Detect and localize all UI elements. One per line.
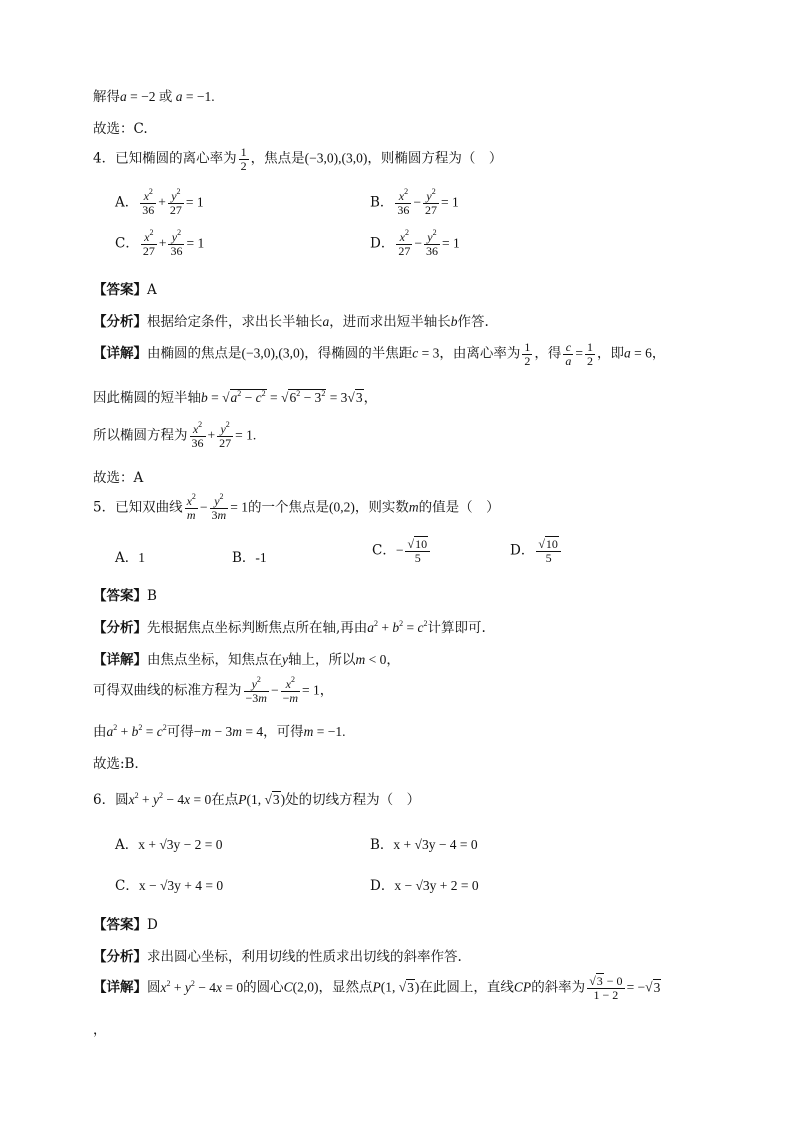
q5-option-b[interactable]	[232, 546, 267, 566]
q4-detail-line3: 所以椭圆方程为 $\frac{x^2}{36}$ + $\frac{y^2}{27}$ = 1.	[93, 420, 257, 450]
option-text: x − √3y + 4 = 0	[138, 878, 224, 893]
q4-answer	[93, 278, 157, 298]
option-letter: C．	[115, 878, 139, 894]
option-letter: B．	[232, 550, 256, 566]
analysis-text2: 计算即可.	[427, 620, 486, 636]
detail-line3-text: 所以椭圆方程为	[93, 427, 188, 444]
q6-stem-text2: 在点	[211, 792, 239, 808]
q6-detail: 【详解】圆$x^2 + y^2 - 4x = 0$的圆心C(2,0)，显然点P(1, √3)在此圆上，直线CP的斜率为 $\frac{√3 - 0}{1 - 2}$ = −√3	[93, 974, 661, 1002]
q6-analysis	[93, 945, 462, 965]
analysis-text3: 作答.	[457, 314, 489, 330]
denom: 36	[397, 202, 410, 217]
detail-text: 由椭圆的焦点是	[147, 345, 242, 362]
option-letter: A．	[115, 194, 139, 211]
detail-text4: ，得	[534, 345, 562, 362]
op: −	[414, 235, 422, 251]
answer-value: B	[147, 588, 157, 604]
detail-text: 圆	[147, 979, 161, 996]
foci-ref: (−3,0),(3,0)	[241, 345, 305, 361]
q5-analysis: 【分析】先根据焦点坐标判断焦点所在轴,再由$a^2 + b^2 = c^2$计算即可.	[93, 619, 486, 636]
q6-answer	[93, 913, 158, 933]
q6-stem-text: 6．圆	[93, 792, 129, 808]
detail-text3: ，由离心率为	[439, 345, 521, 362]
option-letter: D．	[370, 878, 395, 894]
option-text: x + √3y − 2 = 0	[138, 837, 223, 852]
q5-option-a[interactable]	[115, 546, 145, 566]
option-letter: A．	[115, 837, 139, 853]
q4-analysis: 【分析】根据给定条件，求出长半轴长a，进而求出短半轴长b作答.	[93, 314, 489, 330]
answer-tag: 【答案】	[93, 282, 147, 298]
solve-text: 解得	[93, 89, 120, 105]
detail-tag: 【详解】	[93, 345, 147, 362]
option-letter: D．	[510, 542, 535, 559]
option-text: x + √3y − 4 = 0	[393, 837, 478, 852]
denom: 36	[142, 202, 155, 217]
option-letter: C．	[115, 235, 139, 252]
q6-stem-text3: 处的切线方程为（ ）	[285, 792, 421, 808]
q5-detail-line3: 由$a^2 + b^2 = c^2$可得−m − 3m = 4，可得m = −1.	[93, 723, 346, 740]
detail-line2-text: 因此椭圆的短半轴	[93, 390, 201, 406]
analysis-text: 求出圆心坐标，利用切线的性质求出切线的斜率作答.	[147, 949, 462, 965]
analysis-tag: 【分析】	[93, 949, 147, 965]
or-text: 或	[158, 89, 173, 105]
q4-detail: 【详解】由椭圆的焦点是(−3,0),(3,0)，得椭圆的半焦距c = 3，由离心率为 $\frac{1}{2}$ ，得 $\frac{c}{a}$ = $\frac{1}{2}$ ，即a = 6，	[93, 340, 666, 368]
q4-final: 故选：A	[93, 470, 144, 486]
detail-line3-text: 由	[93, 724, 107, 740]
q5-stem-text: 5．已知双曲线	[93, 499, 183, 516]
analysis-tag: 【分析】	[93, 620, 147, 636]
detail-line2-text: 可得双曲线的标准方程为	[93, 682, 242, 699]
q6-option-d[interactable]	[370, 874, 479, 894]
analysis-tag: 【分析】	[93, 314, 147, 330]
q6-option-c[interactable]	[115, 874, 223, 894]
denom: 36	[170, 243, 183, 258]
option-letter: A．	[115, 550, 139, 566]
denom: 27	[142, 243, 155, 258]
option-text: 1	[138, 550, 145, 565]
option-letter: B．	[370, 837, 394, 853]
q6-trailing-comma: ，	[93, 1022, 107, 1038]
q4-option-a[interactable]: A． $\frac{x^2}{36}$ + $\frac{y^2}{27}$ = 1	[115, 187, 204, 217]
detail-text5: ，即	[596, 345, 624, 362]
q4-foci: (−3,0),(3,0)	[304, 150, 368, 166]
q6-stem: 6．圆$x^2 + y^2 - 4x = 0$在点P(1, √3)处的切线方程为（ ）	[93, 791, 421, 808]
detail-text2: 轴上，所以	[288, 652, 356, 668]
q6-option-b[interactable]	[370, 833, 478, 853]
answer-tag: 【答案】	[93, 588, 147, 604]
detail-text5: 的斜率为	[531, 979, 586, 996]
answer-tag: 【答案】	[93, 917, 147, 933]
q5-stem-text4: 的值是（ ）	[418, 499, 500, 516]
q5-stem: 5．已知双曲线 $\frac{x^2}{m}$ − $\frac{y^2}{3m}$ = 1的一个焦点是(0,2)，则实数m的值是（ ）	[93, 492, 500, 522]
q5-option-c[interactable]: C．− $\frac{√10}{5}$	[372, 538, 432, 564]
q4-stem: 4．已知椭圆的离心率为 $\frac{1}{2}$ ，焦点是(−3,0),(3,0)，则椭圆方程为（ ）	[93, 145, 503, 173]
q5-stem-text2: 的一个焦点是	[247, 499, 329, 516]
option-letter: D．	[370, 235, 395, 252]
q5-final: 故选:B．	[93, 756, 148, 772]
detail-text: 由焦点坐标，知焦点在	[147, 652, 282, 668]
answer-value: A	[147, 282, 157, 298]
option-text: -1	[255, 550, 267, 565]
detail-text2: ，得椭圆的半焦距	[304, 345, 413, 362]
denom: 36	[425, 243, 438, 258]
option-text: −	[395, 542, 404, 558]
option-text: x − √3y + 2 = 0	[394, 878, 479, 893]
detail-text3: ，显然点	[318, 979, 373, 996]
denom: 27	[169, 202, 182, 217]
q4-option-d[interactable]: D． $\frac{x^2}{27}$ − $\frac{y^2}{36}$ = 1	[370, 228, 460, 258]
analysis-text: 先根据焦点坐标判断焦点所在轴,再由	[147, 620, 368, 636]
detail-tag: 【详解】	[93, 979, 147, 996]
option-letter: B．	[370, 194, 394, 211]
detail-line3-text2: 可得	[166, 724, 194, 740]
denom: 27	[398, 243, 411, 258]
q4-option-b[interactable]: B． $\frac{x^2}{36}$ − $\frac{y^2}{27}$ = 1	[370, 187, 459, 217]
q4-stem-text3: ，则椭圆方程为（ ）	[367, 150, 503, 167]
detail-text4: 在此圆上，直线	[419, 979, 514, 996]
op: −	[413, 194, 422, 210]
q4-detail-line2: 因此椭圆的短半轴$b = √a^2 - c^2 = √6^2 - 3^2 = 3√3$，	[93, 389, 378, 406]
q5-detail-line2: 可得双曲线的标准方程为 $\frac{y^2}{-3m}$ − $\frac{x^2}{-m}$ = 1，	[93, 675, 334, 705]
detail-line3-text3: ，可得	[263, 724, 304, 740]
op: +	[158, 235, 167, 251]
denom: 27	[425, 202, 438, 217]
q6-option-a[interactable]	[115, 833, 223, 853]
answer-value: D	[147, 917, 158, 933]
analysis-text2: ，进而求出短半轴长	[329, 314, 451, 330]
detail-text2: 的圆心	[243, 979, 284, 996]
detail-tag: 【详解】	[93, 652, 147, 668]
q3-solution-line: 解得a = −2 或 a = −1.	[93, 89, 215, 105]
q3-answer: 故选：C.	[93, 121, 148, 137]
q5-answer	[93, 584, 157, 604]
q5-option-d[interactable]: D． $\frac{√10}{5}$	[510, 538, 563, 564]
q5-focus: (0,2)	[328, 499, 355, 515]
q5-stem-text3: ，则实数	[354, 499, 409, 516]
op: +	[158, 194, 166, 210]
q5-detail: 【详解】由焦点坐标，知焦点在y轴上，所以m < 0，	[93, 652, 400, 668]
analysis-text: 根据给定条件，求出长半轴长	[147, 314, 323, 330]
q4-stem-text: 4．已知椭圆的离心率为	[93, 150, 237, 167]
option-letter: C．	[372, 542, 396, 559]
q4-stem-text2: ，焦点是	[250, 150, 305, 167]
q4-option-c[interactable]: C． $\frac{x^2}{27}$ + $\frac{y^2}{36}$ = 1	[115, 228, 205, 258]
